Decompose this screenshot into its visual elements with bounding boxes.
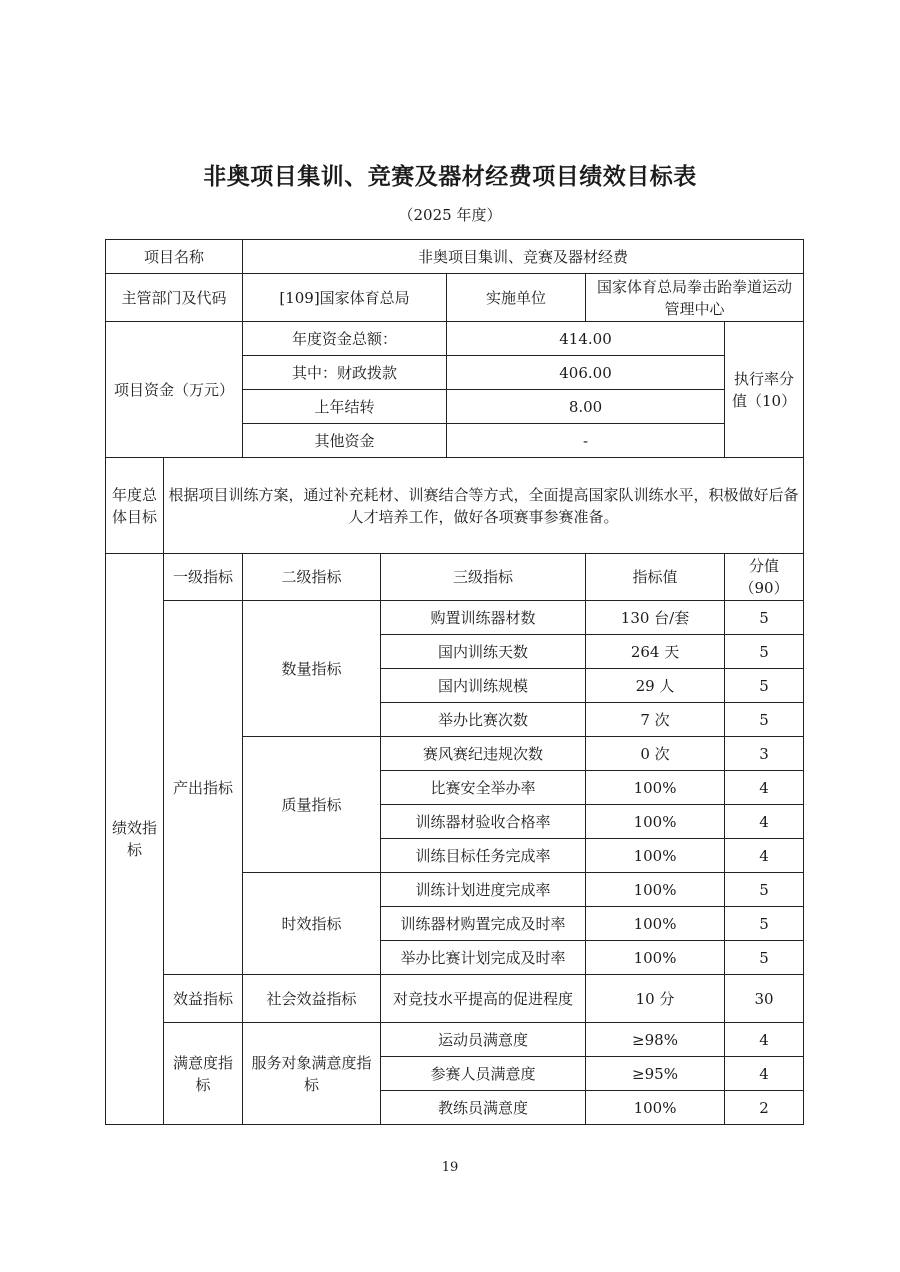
indicator-score: 3 (725, 737, 804, 771)
indicator-row (106, 601, 804, 635)
indicator-row (106, 975, 804, 1023)
funds-label: 项目资金（万元） (106, 322, 243, 458)
project-name-value: 非奥项目集训、竞赛及器材经费 (243, 240, 804, 274)
dept-value: [109]国家体育总局 (243, 274, 447, 322)
indicator-name: 运动员满意度 (381, 1023, 586, 1057)
indicator-score: 5 (725, 873, 804, 907)
output-indicator-label: 产出指标 (164, 601, 243, 975)
indicator-score: 4 (725, 1023, 804, 1057)
funds-row-label: 上年结转 (243, 390, 447, 424)
goal-row (106, 458, 804, 554)
page-number: 19 (441, 1160, 459, 1175)
funds-row-value: - (447, 424, 725, 458)
indicator-score: 2 (725, 1091, 804, 1125)
indicator-value: 100% (586, 873, 725, 907)
dept-row (106, 274, 804, 322)
indicator-value: 100% (586, 771, 725, 805)
indicator-score: 5 (725, 601, 804, 635)
service-satisfaction-indicator-label: 服务对象满意度指标 (243, 1023, 381, 1125)
indicator-name: 比赛安全举办率 (381, 771, 586, 805)
goal-text: 根据项目训练方案，通过补充耗材、训赛结合等方式，全面提高国家队训练水平，积极做好后备人才培养工作，做好各项赛事参赛准备。 (164, 458, 804, 554)
indicator-score: 4 (725, 805, 804, 839)
performance-table (105, 239, 804, 1125)
page-title: 非奥项目集训、竞赛及器材经费项目绩效目标表 (203, 164, 697, 190)
indicator-name: 参赛人员满意度 (381, 1057, 586, 1091)
indicator-value: 100% (586, 907, 725, 941)
benefit-indicator-label: 效益指标 (164, 975, 243, 1023)
indicator-name: 国内训练规模 (381, 669, 586, 703)
indicator-score: 5 (725, 669, 804, 703)
indicator-value: 264 天 (586, 635, 725, 669)
impl-value: 国家体育总局拳击跆拳道运动管理中心 (586, 274, 804, 322)
indicator-value: 29 人 (586, 669, 725, 703)
goal-label: 年度总体目标 (106, 458, 164, 554)
indicator-name: 购置训练器材数 (381, 601, 586, 635)
indicator-value: 100% (586, 941, 725, 975)
indicator-score: 4 (725, 771, 804, 805)
indicator-score: 5 (725, 907, 804, 941)
indicator-name: 举办比赛计划完成及时率 (381, 941, 586, 975)
header-score: 分值（90） (725, 554, 804, 601)
indicator-name: 对竞技水平提高的促进程度 (381, 975, 586, 1023)
timeliness-indicator-label: 时效指标 (243, 873, 381, 975)
project-name-label: 项目名称 (106, 240, 243, 274)
indicator-score: 5 (725, 941, 804, 975)
project-name-row (106, 240, 804, 274)
header-level1: 一级指标 (164, 554, 243, 601)
indicator-name: 举办比赛次数 (381, 703, 586, 737)
header-value: 指标值 (586, 554, 725, 601)
indicator-name: 国内训练天数 (381, 635, 586, 669)
indicator-value: ≥95% (586, 1057, 725, 1091)
funds-row-value: 406.00 (447, 356, 725, 390)
funds-row-value: 414.00 (447, 322, 725, 356)
quantity-indicator-label: 数量指标 (243, 601, 381, 737)
indicator-name: 训练目标任务完成率 (381, 839, 586, 873)
funds-row-value: 8.00 (447, 390, 725, 424)
indicators-label: 绩效指标 (106, 554, 164, 1125)
indicator-score: 30 (725, 975, 804, 1023)
indicator-name: 训练计划进度完成率 (381, 873, 586, 907)
indicator-value: 130 台/套 (586, 601, 725, 635)
impl-label: 实施单位 (447, 274, 586, 322)
indicator-name: 训练器材购置完成及时率 (381, 907, 586, 941)
funds-row (106, 322, 804, 356)
indicator-header-row (106, 554, 804, 601)
header-level2: 二级指标 (243, 554, 381, 601)
funds-row-label: 年度资金总额： (243, 322, 447, 356)
social-benefit-indicator-label: 社会效益指标 (243, 975, 381, 1023)
dept-label: 主管部门及代码 (106, 274, 243, 322)
funds-row-label: 其他资金 (243, 424, 447, 458)
satisfaction-indicator-label: 满意度指标 (164, 1023, 243, 1125)
indicator-row (106, 1023, 804, 1057)
indicator-value: ≥98% (586, 1023, 725, 1057)
indicator-value: 10 分 (586, 975, 725, 1023)
indicator-name: 赛风赛纪违规次数 (381, 737, 586, 771)
indicator-name: 训练器材验收合格率 (381, 805, 586, 839)
indicator-score: 4 (725, 1057, 804, 1091)
indicator-value: 0 次 (586, 737, 725, 771)
indicator-value: 100% (586, 1091, 725, 1125)
page-subtitle: （2025 年度） (398, 206, 502, 224)
indicator-value: 7 次 (586, 703, 725, 737)
indicator-value: 100% (586, 839, 725, 873)
quality-indicator-label: 质量指标 (243, 737, 381, 873)
funds-row-label: 其中：财政拨款 (243, 356, 447, 390)
indicator-name: 教练员满意度 (381, 1091, 586, 1125)
indicator-score: 5 (725, 635, 804, 669)
indicator-value: 100% (586, 805, 725, 839)
indicator-score: 5 (725, 703, 804, 737)
indicator-score: 4 (725, 839, 804, 873)
header-level3: 三级指标 (381, 554, 586, 601)
exec-rate-label: 执行率分值（10） (725, 322, 804, 458)
